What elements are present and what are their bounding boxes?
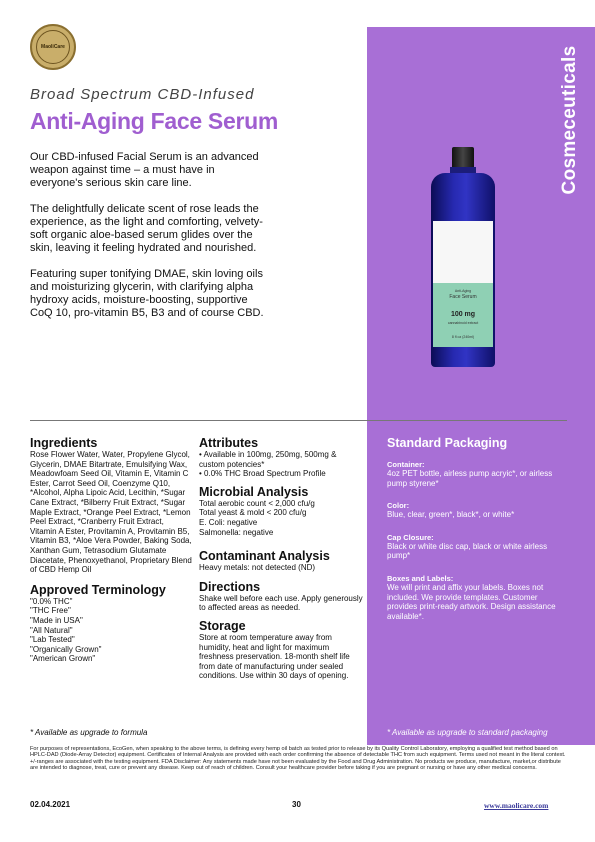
packaging-upgrade-note: * Available as upgrade to standard packaging (387, 728, 548, 737)
microbial-item: Total aerobic count < 2,000 cfu/g (199, 498, 315, 508)
container-text: 4oz PET bottle, airless pump acryic*, or airless pump styrene* (387, 469, 553, 488)
terminology-item: "0.0% THC" (30, 596, 73, 606)
footer-date: 02.04.2021 (30, 800, 71, 809)
ingredients-text: Rose Flower Water, Water, Propylene Glycol, Glycerin, DMAE Bitartrate, Emulsifying Wax, Meadowfoam Seed Oil, Vitamin E, Vitamin C Ester, Carrot Seed Oil, Coenzyme Q10, *Alcohol, Alpha Lipoic Acid, Lecithin, *Sugar Cane Extract, *Bilberry Fruit Extract, *Sugar Maple Extract, *Orange Peel Extract, *Lemon Peel Extract, *Cranberry Fruit Extract, Vitamin A Ester, Provitamin A, Provitamin B5, Vitamin B3, *Aloe Vera Powder, Baking Soda, Xanthan Gum, Tetrasodium Glutamate Diacetate, Phenoxyethanol, Proprietary Blend of CBD Hemp Oil (30, 450, 192, 575)
side-heading-text: Cosmeceuticals (559, 45, 580, 195)
directions-text: Shake well before each use. Apply generously to affected areas as needed. (199, 593, 363, 613)
cap-text: Black or white disc cap, black or white airless pump* (387, 541, 548, 561)
boxes-text: We will print and affix your labels. Boxes not included. We provide templates. Customer provides print-ready artwork. Design assistance available*. (387, 582, 556, 621)
directions-heading: Directions (199, 579, 261, 594)
cap-label: Cap Closure: (387, 532, 434, 542)
terminology-item: "Made in USA" (30, 615, 83, 625)
bottle-cap (452, 147, 474, 169)
contaminant-heading: Contaminant Analysis (199, 549, 330, 564)
intro-paragraph: Featuring super tonifying DMAE, skin loving oils and moisturizing glycerin, with clarifying alpha hydroxy acids, moisture-boosting, supportive CoQ 10, pro-vitamin B5, B3 and of course CBD. (30, 268, 264, 319)
terminology-heading: Approved Terminology (30, 582, 166, 597)
color-text: Blue, clear, green*, black*, or white* (387, 510, 515, 520)
microbial-item: E. Coli: negative (199, 517, 258, 527)
microbial-heading: Microbial Analysis (199, 484, 309, 499)
side-heading (548, 40, 592, 200)
attributes-heading: Attributes (199, 436, 259, 450)
terminology-item: "American Grown" (30, 654, 96, 664)
section-divider (30, 420, 567, 421)
website-link[interactable]: www.maolicare.com (484, 801, 549, 810)
column-ingredients (30, 436, 192, 664)
column-attributes (199, 436, 364, 681)
product-title: Anti-Aging Face Serum (30, 108, 279, 134)
attribute-item: • Available in 100mg, 250mg, 500mg & custom potencies* (199, 450, 337, 469)
column-packaging (387, 436, 562, 621)
label-line2: Face Serum (449, 294, 477, 300)
logo-seal (36, 30, 70, 64)
bottle-label-bottom (433, 283, 493, 347)
attribute-item: • 0.0% THC Broad Spectrum Profile (199, 469, 326, 479)
bottle-label-top (433, 221, 493, 283)
boxes-label: Boxes and Labels: (387, 573, 454, 583)
terminology-item: "THC Free" (30, 606, 71, 616)
microbial-item: Total yeast & mold < 200 cfu/g (199, 508, 307, 518)
terminology-item: "Lab Tested" (30, 635, 75, 645)
color-label: Color: (387, 501, 410, 511)
storage-heading: Storage (199, 618, 246, 633)
packaging-heading: Standard Packaging (387, 436, 508, 450)
container-label: Container: (387, 460, 425, 469)
label-volume: 8 fl oz (240ml) (451, 335, 475, 339)
terminology-item: "All Natural" (30, 625, 73, 635)
legal-disclaimer: For purposes of representations, EcoGen, when speaking to the above terms, is defining every hemp oil batch as tested prior to release by its Quality Control Laboratory, employing a qualified test method based on HPLC-DAD (Diode-Array Detector) equipment. Certificates of Internal Analysis are provided with each order confirming the absence of detectable THC from such equipment. Terms used not meant in the literal context. +/-ranges are associated with the testing equipment. FDA Disclaimer: Any statements made have not been evaluated by the Food and Drug Administration. No products we produce, manufacture, market,or distribute are intended to diagnose, treat, cure or prevent any disease. Keep out of reach of children. Consult your healthcare provider before taking if you are pregnant or nursing or have any other medical concerns. (30, 746, 566, 772)
microbial-item: Salmonella: negative (199, 527, 274, 537)
label-dose: 100 mg (450, 311, 476, 318)
terminology-item: "Organically Grown" (30, 644, 102, 654)
formula-upgrade-note: * Available as upgrade to formula (30, 728, 148, 737)
ingredients-heading: Ingredients (30, 436, 98, 450)
label-dose-sub: cannabinoid extract (447, 321, 479, 325)
contaminant-text: Heavy metals: not detected (ND) (199, 563, 316, 573)
product-subtitle: Broad Spectrum CBD-Infused (30, 86, 255, 103)
intro-text (30, 151, 270, 333)
page-number: 30 (292, 800, 301, 809)
intro-paragraph: The delightfully delicate scent of rose leads the experience, as the light and comforting, velvety-soft organic aloe-based serum glides over the skin, leaving it feeling hydrated and nourished. (30, 203, 263, 254)
label-line1: Anti-Aging (454, 289, 472, 293)
logo-text: MaoliCare (41, 44, 65, 50)
storage-text: Store at room temperature away from humidity, heat and light for maximum freshness preservation. 18-month shelf life from date of manufacturing under sealed conditions. Use within 30 days of opening. (199, 632, 350, 681)
brand-logo (30, 24, 76, 70)
intro-paragraph: Our CBD-infused Facial Serum is an advanced weapon against time – a must have in everyone's serious skin care line. (30, 151, 259, 189)
product-bottle-image (426, 147, 500, 367)
